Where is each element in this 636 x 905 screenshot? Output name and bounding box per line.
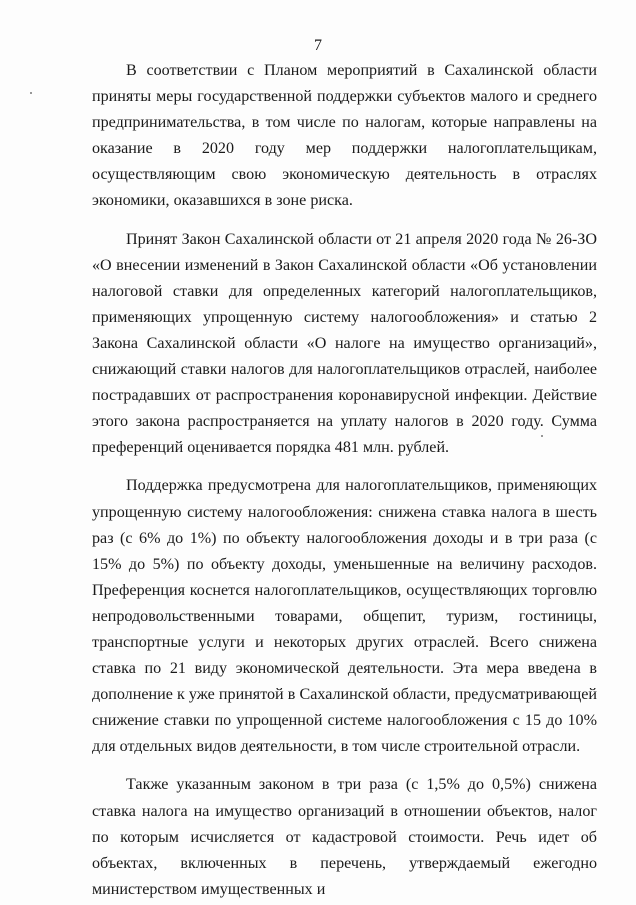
paragraph-plan-measures: В соответствии с Планом мероприятий в Сахалинской области приняты меры государственной поддержки субъектов малого и среднего предпринимательства, в том числе по налогам, которые направлены на оказание в 2020 году мер поддержки налогоплательщикам, осуществляющим свою экономическую деятельность в отраслях экономики, оказавшихся в зоне риска. — [92, 62, 597, 210]
scan-speck — [30, 92, 32, 94]
paragraph-law-adopted: Принят Закон Сахалинской области от 21 апреля 2020 года № 26-ЗО «О внесении изменений в Закон Сахалинской области «Об установлении налоговой ставки для определенных категорий налогоплательщиков, применяющих упрощенную систему налогообложения» и статью 2 Закона Сахалинской области «О налоге на имущество организаций», снижающий ставки налогов для налогоплательщиков отраслей, наиболее пострадавших от распространения коронавирусной инфекции. Действие этого закона распространяется на уплату налогов в 2020 году. Сумма преференций оценивается порядка 481 млн. рублей. — [92, 230, 597, 457]
paragraph-property-tax: Также указанным законом в три раза (с 1,5% до 0,5%) снижена ставка налога на имущество организаций в отношении объектов, налог по которым исчисляется от кадастровой стоимости. Речь идет об объектах, включенных в перечень, утверждаемый ежегодно министерством имущественных и — [92, 776, 597, 898]
document-body — [92, 58, 597, 903]
scan-speck — [541, 435, 543, 437]
page-number: 7 — [314, 37, 322, 54]
paragraph-simplified-tax-support: Поддержка предусмотрена для налогоплательщиков, применяющих упрощенную систему налогообложения: снижена ставка налога в шесть раз (с 6% до 1%) по объекту налогообложения доходы и в три раза (с 15% до 5%) по объекту доходы, уменьшенные на величину расходов. Преференция коснется налогоплательщиков, осуществляющих торговлю непродовольственными товарами, общепит, туризм, гостиницы, транспортные услуги и некоторых других отраслей. Всего снижена ставка по 21 виду экономической деятельности. Эта мера введена в дополнение к уже принятой в Сахалинской области, предусматривающей снижение ставки по упрощенной системе налогообложения с 15 до 10% для отдельных видов деятельности, в том числе строительной отрасли. — [92, 477, 597, 756]
